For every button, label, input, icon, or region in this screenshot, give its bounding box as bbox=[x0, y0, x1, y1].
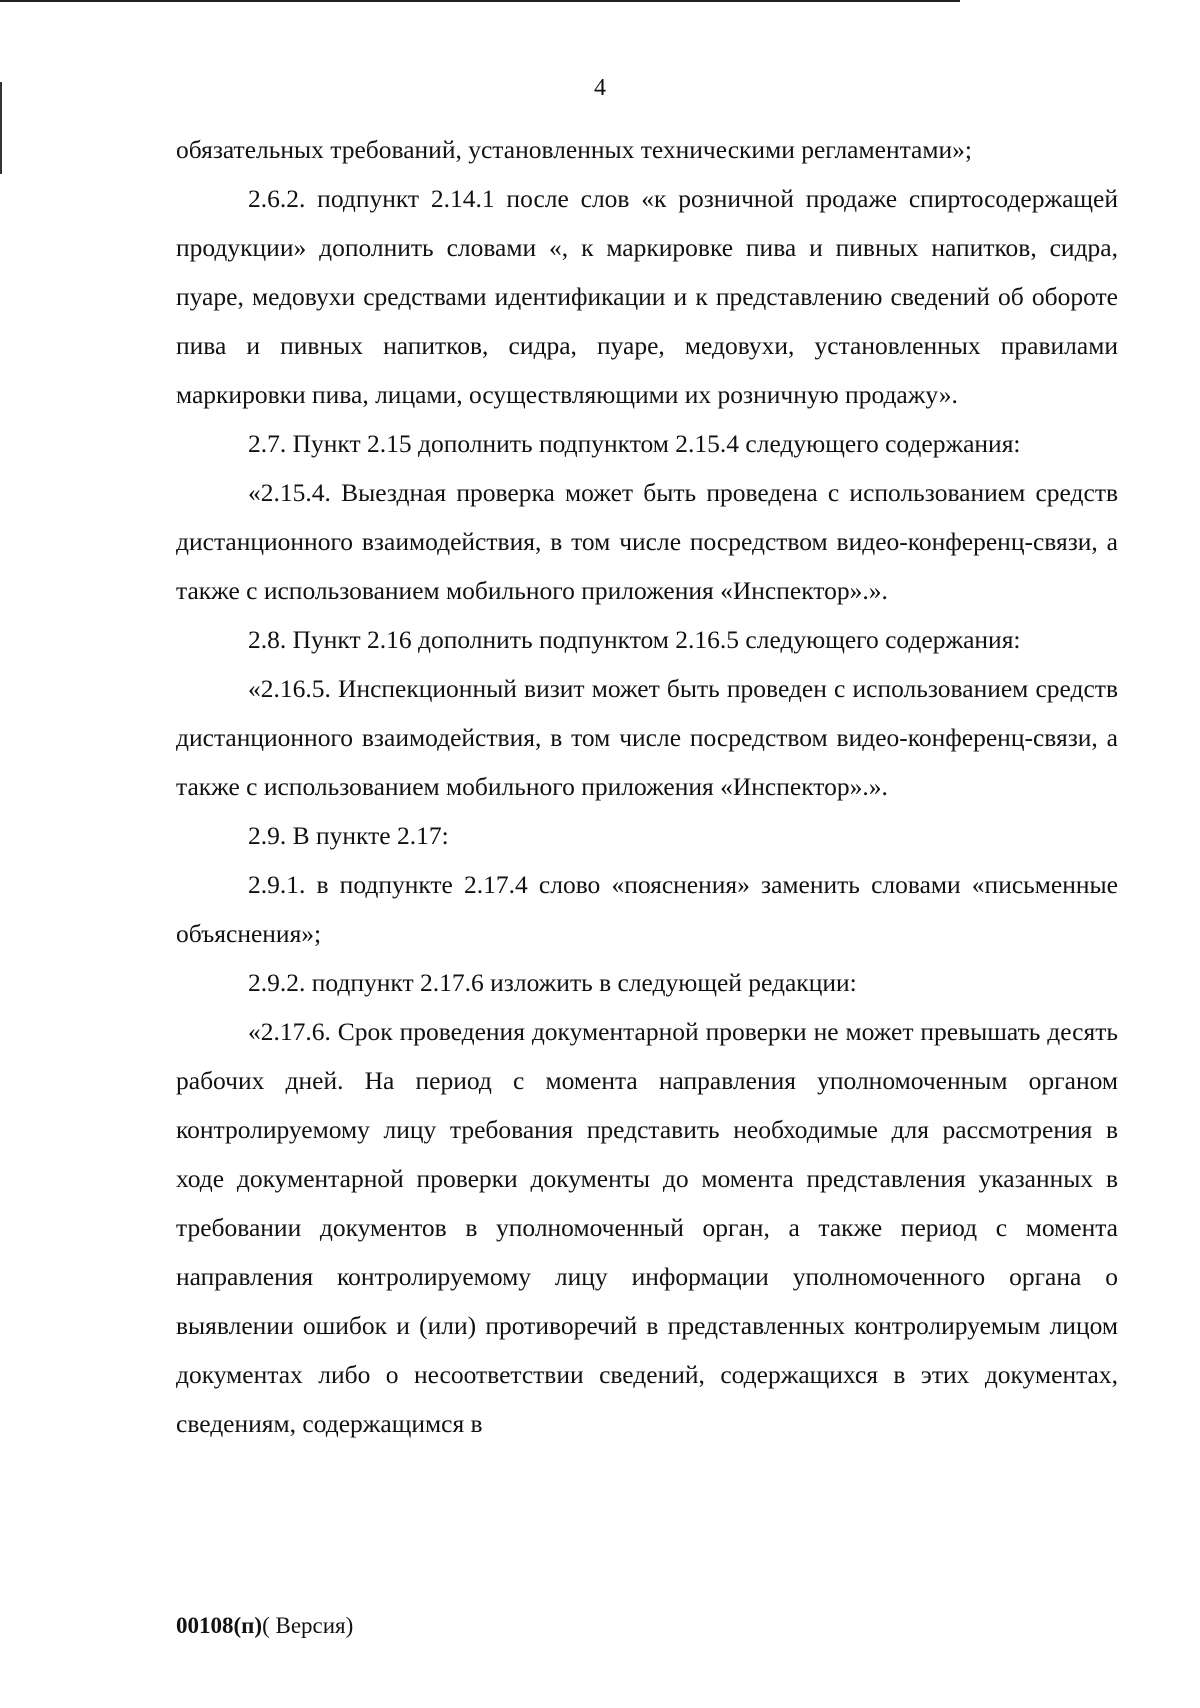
document-footer bbox=[176, 1612, 353, 1640]
paragraph-continuation: обязательных требований, установленных техническими регламентами»; bbox=[176, 135, 972, 164]
document-body bbox=[176, 125, 1118, 1448]
paragraph-2-16-5: «2.16.5. Инспекционный визит может быть проведен с использованием средств дистанционного взаимодействия, в том числе посредством видео-конференц-связи, а также с использованием мобильного приложения «Инспектор».». bbox=[176, 674, 1118, 801]
scan-top-edge-line bbox=[0, 0, 960, 2]
page-number: 4 bbox=[594, 75, 606, 101]
footer-version: ( Версия) bbox=[262, 1613, 354, 1638]
footer-document-code: 00108(п) bbox=[176, 1613, 263, 1638]
paragraph-2-9: 2.9. В пункте 2.17: bbox=[248, 821, 449, 850]
paragraph-2-6-2: 2.6.2. подпункт 2.14.1 после слов «к розничной продаже спиртосодержащей продукции» дополнить словами «, к маркировке пива и пивных напитков, сидра, пуаре, медовухи средствами идентификации и к представлению сведений об обороте пива и пивных напитков, сидра, пуаре, медовухи, установленных правилами маркировки пива, лицами, осуществляющими их розничную продажу». bbox=[176, 184, 1118, 409]
paragraph-2-9-1: 2.9.1. в подпункте 2.17.4 слово «пояснения» заменить словами «письменные объяснения»; bbox=[176, 870, 1118, 948]
paragraph-2-7: 2.7. Пункт 2.15 дополнить подпунктом 2.15.4 следующего содержания: bbox=[248, 429, 1021, 458]
paragraph-2-8: 2.8. Пункт 2.16 дополнить подпунктом 2.16.5 следующего содержания: bbox=[248, 625, 1021, 654]
paragraph-2-9-2: 2.9.2. подпункт 2.17.6 изложить в следующей редакции: bbox=[248, 968, 857, 997]
paragraph-2-17-6: «2.17.6. Срок проведения документарной проверки не может превышать десять рабочих дней. На период с момента направления уполномоченным органом контролируемому лицу требования представить необходимые для рассмотрения в ходе документарной проверки документы до момента представления указанных в требовании документов в уполномоченный орган, а также период с момента направления контролируемому лицу информации уполномоченного органа о выявлении ошибок и (или) противоречий в представленных контролируемым лицом документах либо о несоответствии сведений, содержащихся в этих документах, сведениям, содержащимся в bbox=[176, 1017, 1118, 1438]
paragraph-2-15-4: «2.15.4. Выездная проверка может быть проведена с использованием средств дистанционного взаимодействия, в том числе посредством видео-конференц-связи, а также с использованием мобильного приложения «Инспектор».». bbox=[176, 478, 1118, 605]
